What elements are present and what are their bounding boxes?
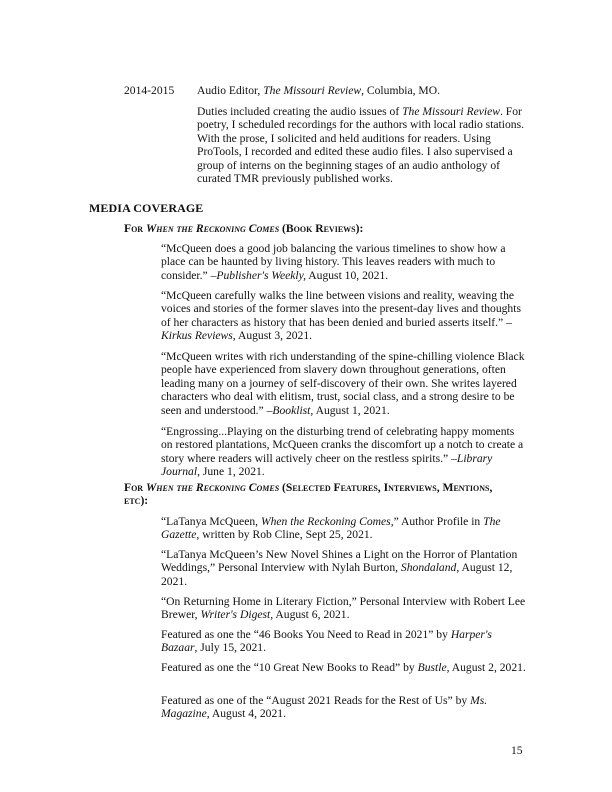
features-heading-suffix: (Selected Features, Interviews, Mentions, etc): [124, 481, 493, 508]
reviews-heading [124, 222, 524, 235]
feature-item [161, 661, 527, 674]
review-quote: “McQueen does a good job balancing the various timelines to show how a place can be haunted by living history. This leaves readers with much to consider.” – [161, 242, 506, 282]
feature-text: Featured as one the “46 Books You Need to Read in 2021” by [161, 628, 451, 641]
feature-text: “LaTanya McQueen’s New Novel Shines a Light on the Horror of Plantation Weddings,” Personal Interview with Nylah Burton, [161, 548, 518, 575]
features-heading [124, 481, 494, 508]
feature-text: “On Returning Home in Literary Fiction,” Personal Interview with Robert Lee Brewer, [161, 595, 526, 622]
feature-item [161, 515, 527, 542]
feature-text: written by Rob Cline, Sept 25, 2021. [199, 528, 373, 542]
entry-description [197, 105, 529, 185]
feature-publication: Bustle [417, 661, 447, 674]
features-heading-book: When the Reckoning Comes [145, 481, 280, 494]
feature-text: Featured as one of the “August 2021 Reads for the Rest of Us” by [161, 694, 471, 707]
review-item [161, 289, 527, 343]
desc-publication: The Missouri Review [402, 105, 500, 118]
feature-text: “LaTanya McQueen, [161, 515, 261, 528]
reviews-heading-book: When the Reckoning Comes [145, 222, 280, 235]
feature-item [161, 595, 527, 622]
desc-prefix: Duties included creating the audio issues of [197, 105, 403, 118]
role-publication: The Missouri Review [263, 84, 362, 97]
feature-publication: The Gazette, [161, 515, 501, 542]
feature-title: When the Reckoning Comes, [260, 515, 394, 528]
feature-text: ” Author Profile in [393, 515, 484, 528]
entry-role [197, 84, 527, 97]
review-source: Publisher's Weekly, [216, 268, 307, 282]
review-quote: “Engrossing...Playing on the disturbing trend of celebrating happy moments on restored plantations, McQueen cranks the discomfort up a notch to create a story where readers will actively cheer on the restless spirits.” – [161, 425, 524, 465]
feature-text: , July 15, 2021. [194, 641, 266, 655]
feature-publication: Ms. Magazine [161, 694, 488, 721]
feature-text: , August 4, 2021. [206, 707, 286, 721]
review-quote: “McQueen carefully walks the line between visions and reality, weaving the voices and stories of the former slaves into the present-day lives and thoughts of her characters as history that has been denied and buried asserts itself.” – [161, 289, 521, 329]
review-source: Kirkus Reviews, [161, 329, 236, 343]
review-source: Booklist, [272, 403, 314, 417]
feature-text: , August 2, 2021. [446, 661, 526, 674]
role-suffix: , Columbia, MO. [361, 84, 440, 97]
review-date: August 10, 2021. [306, 268, 389, 282]
review-date: August 3, 2021. [235, 329, 313, 343]
review-date: August 1, 2021. [313, 403, 390, 417]
review-item [161, 425, 527, 479]
section-title: MEDIA COVERAGE [89, 201, 204, 215]
reviews-heading-suffix: (Book Reviews): [279, 222, 364, 235]
feature-item [161, 694, 527, 721]
entry-years: 2014-2015 [124, 84, 175, 97]
page-number: 15 [511, 744, 523, 757]
desc-suffix: . For poetry, I scheduled recordings for the authors with local radio stations. With the prose, I solicited and held auditions for readers. Using ProTools, I recorded and edited these audio files. I also supervised a group of interns on the beginning stages of an audio anthology of curated TMR previously published works. [197, 105, 525, 186]
feature-publication: Writer's Digest [200, 608, 271, 622]
feature-text: , August 6, 2021. [270, 608, 350, 622]
review-quote: “McQueen writes with rich understanding of the spine-chilling violence Black people have experienced from slavery down throughout generations, often leading many on a journey of self-discovery of their own. She writes layered characters who deal with elitism, trust, social class, and a strong desire to be seen and understood.” – [161, 350, 525, 417]
review-source: Library Journal [161, 451, 493, 479]
features-heading-prefix: For [124, 481, 146, 494]
role-prefix: Audio Editor, [197, 84, 264, 97]
reviews-heading-prefix: For [124, 222, 146, 235]
feature-text: , August 12, 2021. [161, 561, 513, 588]
feature-text: Featured as one the “10 Great New Books to Read” by [161, 661, 418, 674]
feature-publication: Shondaland [400, 561, 457, 575]
review-item [161, 242, 527, 282]
review-item [161, 350, 527, 417]
feature-publication: Harper's Bazaar [161, 628, 492, 655]
feature-item [161, 548, 527, 588]
feature-item [161, 628, 527, 655]
review-date: , June 1, 2021. [197, 465, 265, 479]
